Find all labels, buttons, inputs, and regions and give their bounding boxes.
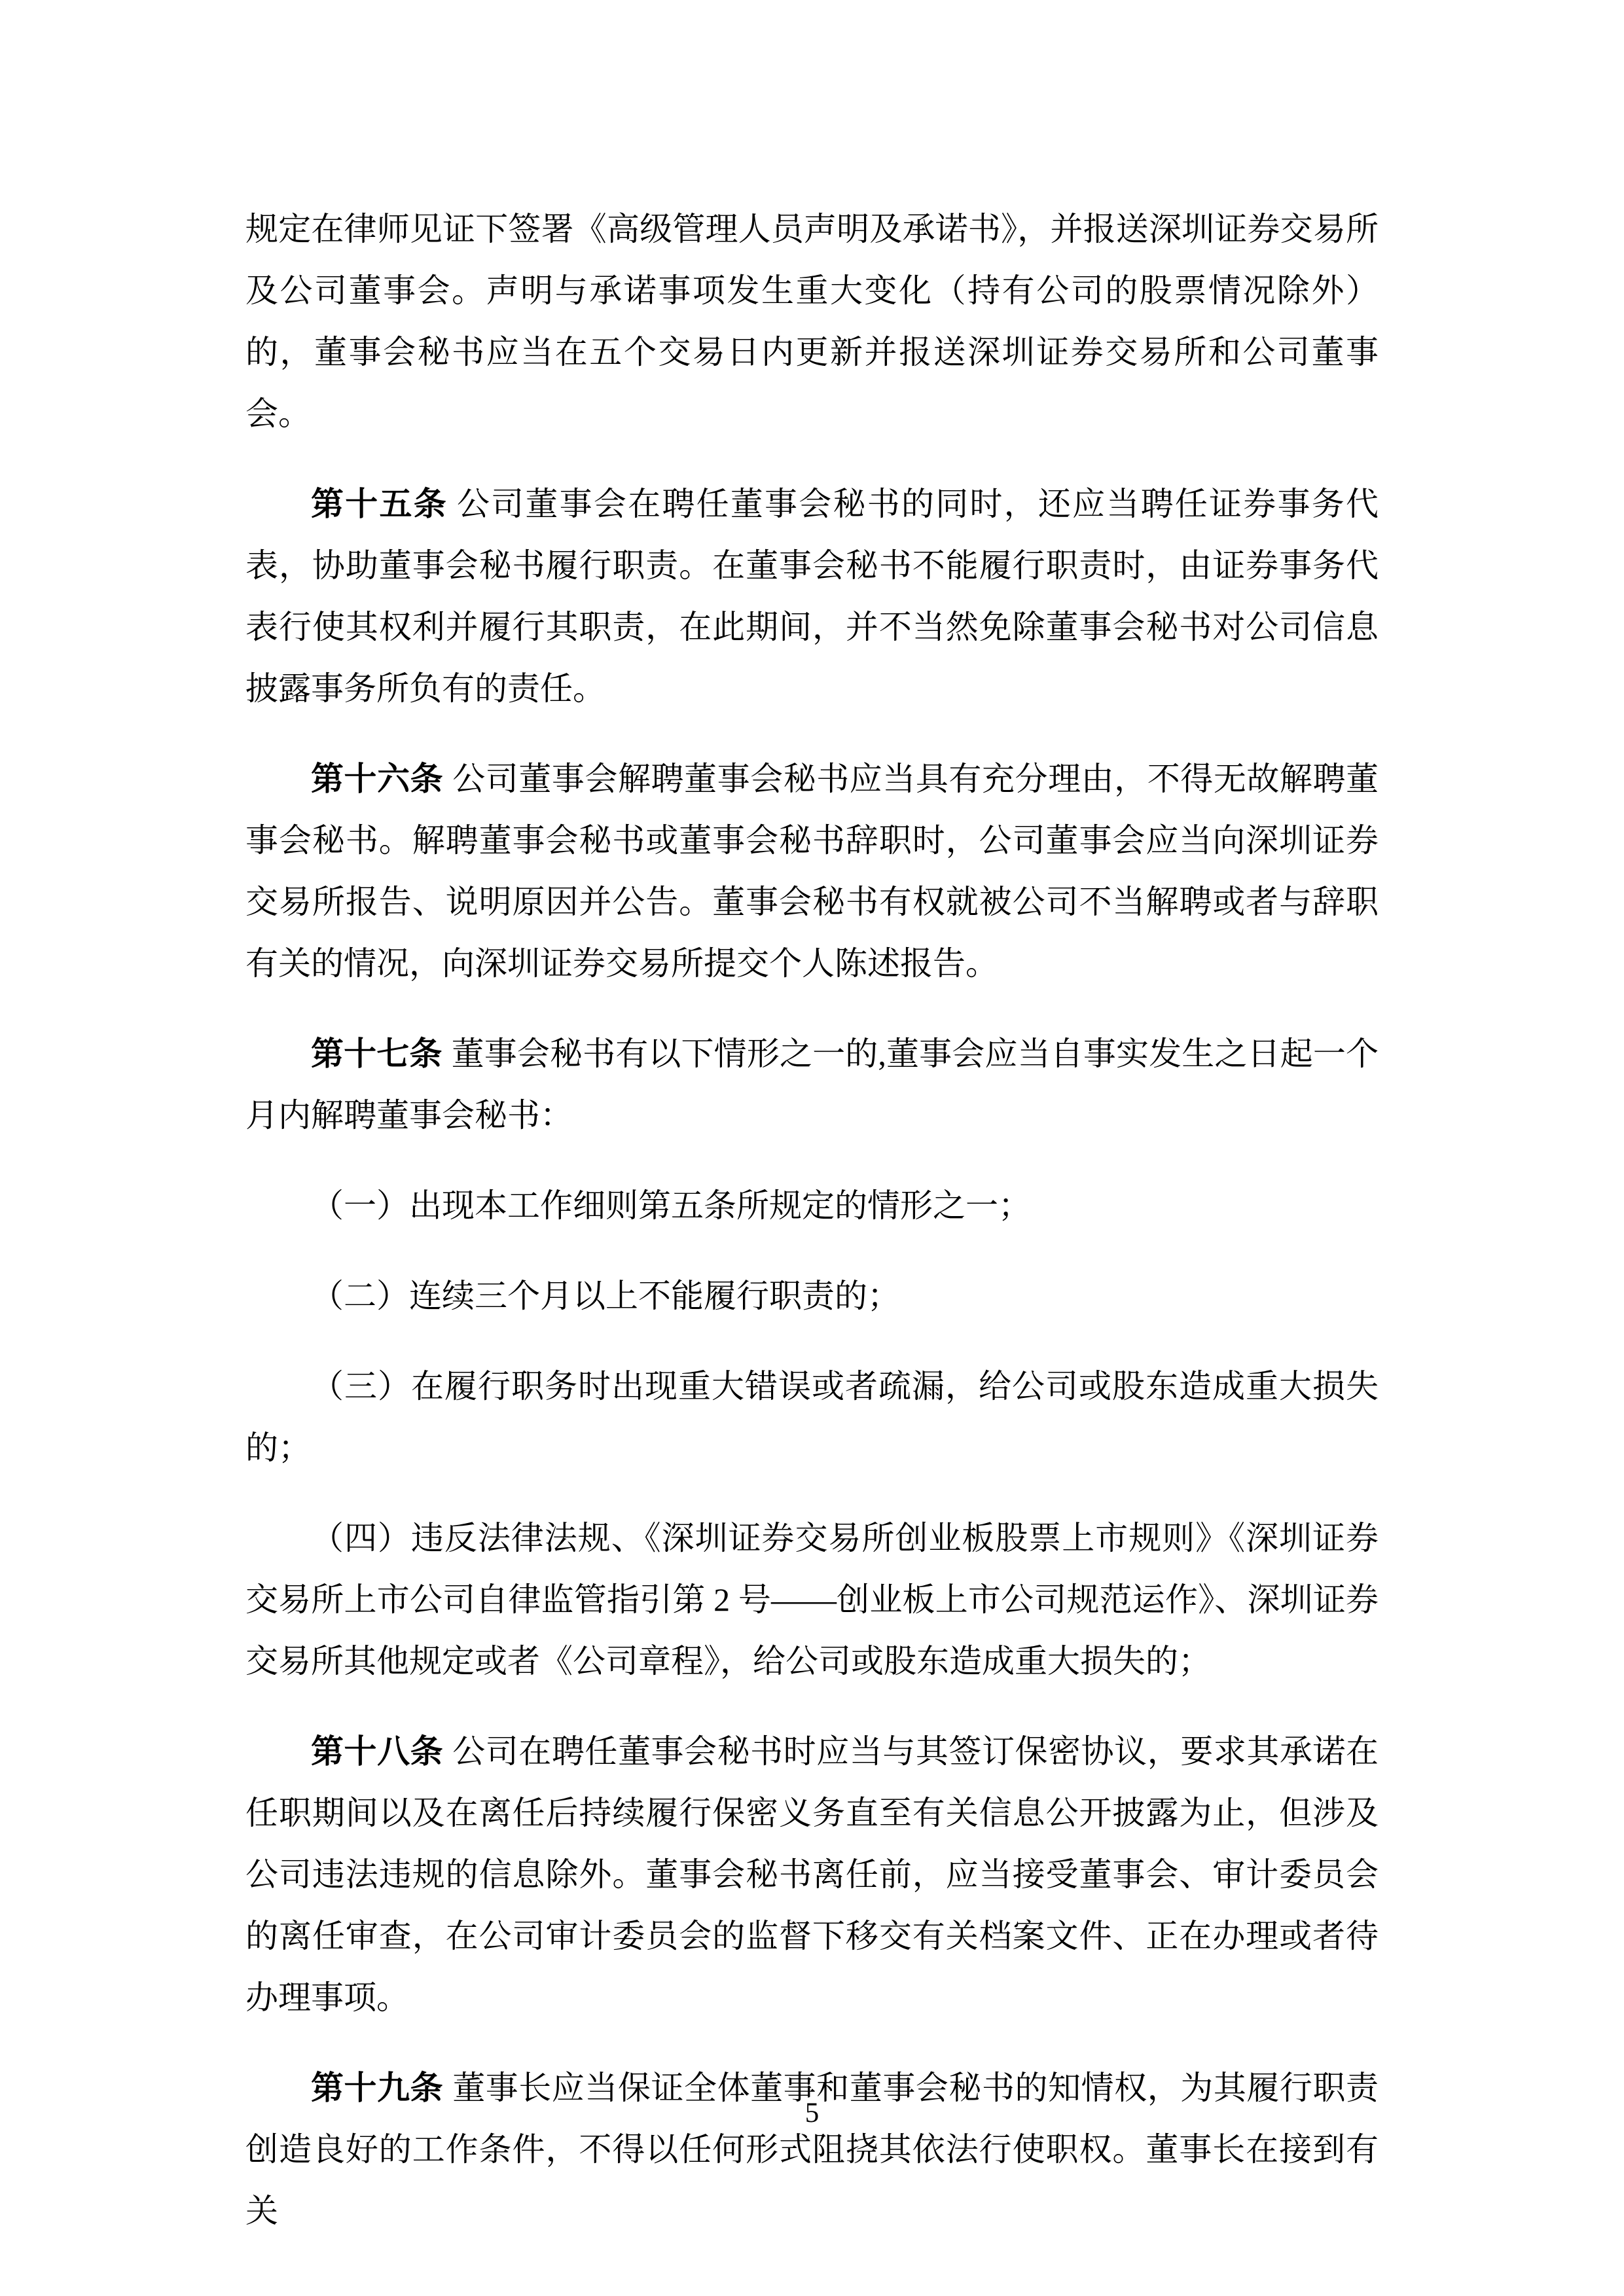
article-number: 第十八条: [311, 1733, 444, 1770]
paragraph-text: （一）出现本工作细则第五条所规定的情形之一；: [311, 1187, 1031, 1224]
paragraph-item-1: [245, 1175, 1379, 1236]
paragraph-article-16: [245, 748, 1379, 994]
paragraph-article-19: [245, 2057, 1379, 2242]
article-number: 第十六条: [311, 761, 444, 797]
paragraph-item-2: [245, 1265, 1379, 1327]
paragraph-text: 董事会秘书有以下情形之一的,董事会应当自事实发生之日起一个月内解聘董事会秘书：: [245, 1035, 1379, 1134]
paragraph-text: 董事长应当保证全体董事和董事会秘书的知情权，为其履行职责创造良好的工作条件，不得以任何形式阻挠其依法行使职权。董事长在接到有关: [245, 2070, 1379, 2229]
article-number: 第十五条: [311, 486, 448, 522]
paragraph-item-3: [245, 1355, 1379, 1479]
paragraph-item-4: [245, 1507, 1379, 1692]
page-number: 5: [804, 2098, 820, 2128]
paragraph-text: 公司董事会在聘任董事会秘书的同时，还应当聘任证券事务代表，协助董事会秘书履行职责。在董事会秘书不能履行职责时，由证券事务代表行使其权利并履行其职责，在此期间，并不当然免除董事会秘书对公司信息披露事务所负有的责任。: [245, 486, 1379, 707]
paragraph-article-17: [245, 1023, 1379, 1146]
paragraph-text: （四）违反法律法规、《深圳证券交易所创业板股票上市规则》《深圳证券交易所上市公司自律监管指引第 2 号——创业板上市公司规范运作》、深圳证券交易所其他规定或者《公司章程》，给公司或股东造成重大损失的；: [245, 1520, 1379, 1679]
article-number: 第十九条: [311, 2070, 444, 2106]
document-page: [245, 198, 1379, 2270]
paragraph-text: 公司董事会解聘董事会秘书应当具有充分理由，不得无故解聘董事会秘书。解聘董事会秘书或董事会秘书辞职时，公司董事会应当向深圳证券交易所报告、说明原因并公告。董事会秘书有权就被公司不当解聘或者与辞职有关的情况，向深圳证券交易所提交个人陈述报告。: [245, 761, 1379, 982]
paragraph-text: （三）在履行职务时出现重大错误或者疏漏，给公司或股东造成重大损失的；: [245, 1368, 1379, 1466]
paragraph-text: 规定在律师见证下签署《高级管理人员声明及承诺书》，并报送深圳证券交易所及公司董事会。声明与承诺事项发生重大变化（持有公司的股票情况除外）的，董事会秘书应当在五个交易日内更新并报送深圳证券交易所和公司董事会。: [245, 211, 1379, 432]
paragraph-article-18: [245, 1721, 1379, 2028]
paragraph-continuation: [245, 198, 1379, 444]
paragraph-text: （二）连续三个月以上不能履行职责的；: [311, 1278, 900, 1314]
paragraph-article-15: [245, 473, 1379, 719]
paragraph-text: 公司在聘任董事会秘书时应当与其签订保密协议，要求其承诺在任职期间以及在离任后持续履行保密义务直至有关信息公开披露为止，但涉及公司违法违规的信息除外。董事会秘书离任前，应当接受董事会、审计委员会的离任审查，在公司审计委员会的监督下移交有关档案文件、正在办理或者待办理事项。: [245, 1733, 1379, 2016]
article-number: 第十七条: [311, 1035, 442, 1072]
